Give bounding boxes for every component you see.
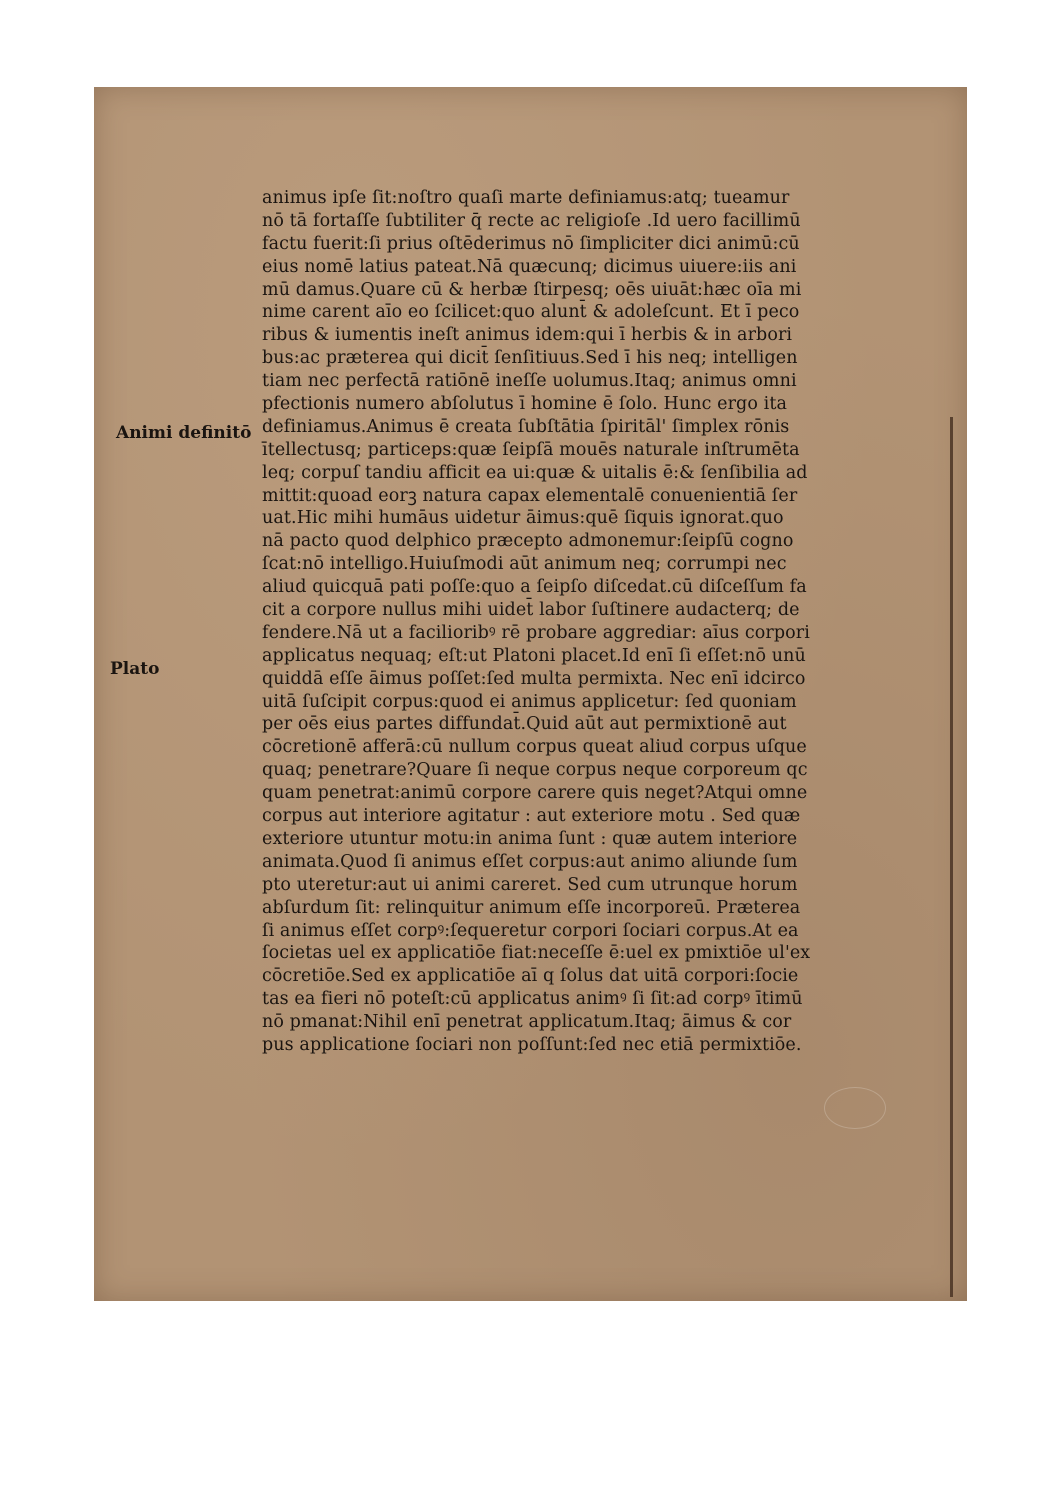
text-line: ſocietas uel ex applicatiōe fiat:neceſſe ē:uel ex pmixtiōe ul'ex	[262, 943, 811, 964]
text-line: nā pacto quod delphico præcepto admonemur:ſeipſū cogno	[262, 531, 794, 552]
text-line: fendere.Nā ut a facilioribꝰ rē probare aggrediar: aīus corpori	[262, 622, 810, 643]
text-line: eius nomē latius pateat.Nā quæcunq; dicimus uiuere:iis ani	[262, 256, 797, 277]
text-line: quiddā eſſe āimus poſſet:ſed multa permixta. Nec enī idcirco	[262, 668, 806, 689]
text-line: cit a corpore nullus mihi uidet̄ labor ſuſtinere audacterq; de	[262, 600, 800, 621]
text-line: corpus aut interiore agitatur : aut exteriore motu . Sed quæ	[262, 806, 801, 827]
text-line: animus ipſe ſit:noſtro quaſi marte definiamus:atq; tueamur	[262, 188, 790, 208]
text-line: pus applicatione ſociari non poſſunt:ſed nec etiā permixtiōe.	[262, 1034, 802, 1055]
text-line: pfectionis numero abſolutus ī homine ē ſolo. Hunc ergo ita	[262, 394, 788, 415]
text-line: cōcretiōe.Sed ex applicatiōe aī q ſolus dat uitā corpori:ſocie	[262, 966, 799, 987]
text-line: uat.Hic mihi humāus uidetur āimus:quē ſiquis ignorat.quo	[262, 508, 784, 529]
text-line: aliud quicquā pati poſſe:quo a ſeipſo diſcedat.cū diſceſſum fa	[262, 577, 807, 598]
text-line: ribus & iumentis ineſt animus idem:qui ī herbis & in arbori	[262, 325, 793, 346]
text-line: cōcretionē afferā:cū nullum corpus queat aliud corpus uſque	[262, 737, 807, 758]
text-line: nime carent aīo eo ſcilicet:quo alunt̄ & adoleſcunt. Et ī peco	[262, 302, 800, 323]
text-line: uitā ſuſcipit corpus:quod ei animus applicetur: ſed quoniam	[262, 691, 797, 712]
margin-note-animi-definito: Animi definitō	[116, 423, 252, 443]
text-line: quam penetrat:animū corpore carere quis neget?Atqui omne	[262, 783, 808, 804]
body-text	[262, 187, 912, 1057]
text-line: abſurdum ſit: relinquitur animum eſſe incorporeū. Præterea	[262, 897, 801, 918]
watermark-stamp	[824, 1087, 886, 1129]
text-line: leq; corpuſ tandiu afficit ea ui:quæ & uitalis ē:& ſenſibilia ad	[262, 462, 808, 483]
text-line: mū damus.Quare cū & herbæ ſtirpesq; oēs uiuāt:hæc oīa mi	[262, 279, 802, 300]
page-scan	[94, 87, 967, 1301]
text-line: ſcat:nō intelligo.Huiuſmodi aūt animum neq; corrumpi nec	[262, 554, 787, 575]
text-line: animata.Quod ſi animus eſſet corpus:aut animo aliunde ſum	[262, 851, 798, 872]
text-line: factu fuerit:ſi prius oſtēderimus nō ſimpliciter dici animū:cū	[262, 233, 800, 254]
text-line: exteriore utuntur motu:in anima ſunt : quæ autem interiore	[262, 828, 798, 849]
margin-note-plato: Plato	[110, 659, 160, 679]
text-line: tas ea fieri nō poteſt:cū applicatus animꝰ ſi ſit:ad corpꝰ ītimū	[262, 989, 803, 1010]
text-line: tiam nec perfectā ratiōnē ineſſe uolumus.Itaq; animus omni	[262, 371, 797, 392]
text-line: ſi animus eſſet corpꝰ:ſequeretur corpori ſociari corpus.At ea	[262, 920, 799, 941]
page-edge	[950, 417, 953, 1297]
text-line: bus:ac præterea qui dicit̄ ſenſitiuus.Sed ī his neq; intelligen	[262, 348, 798, 369]
text-line: mittit:quoad eorꝫ natura capax elementalē conuenientiā ſer	[262, 485, 798, 506]
text-line: applicatus nequaq; eſt:ut Platoni placet.Id enī ſi eſſet:nō unū	[262, 645, 806, 666]
text-line: ītellectusq; particeps:quæ ſeipſā mouēs naturale inſtrumēta	[262, 439, 800, 460]
text-line: quaq; penetrare?Quare ſi neque corpus neque corporeum qc	[262, 760, 808, 781]
text-line: nō tā fortaſſe ſubtiliter q̄ recte ac religioſe .Id uero facillimū	[262, 210, 801, 231]
text-line: pto uteretur:aut ui animi careret. Sed cum utrunque horum	[262, 874, 798, 895]
text-line: per oēs eius partes diffundat̄.Quid aūt aut permixtionē aut	[262, 714, 787, 735]
text-line: nō pmanat:Nihil enī penetrat applicatum.Itaq; āimus & cor	[262, 1012, 792, 1033]
text-line: definiamus.Animus ē creata ſubſtātia ſpiritāl' ſimplex rōnis	[262, 416, 790, 437]
